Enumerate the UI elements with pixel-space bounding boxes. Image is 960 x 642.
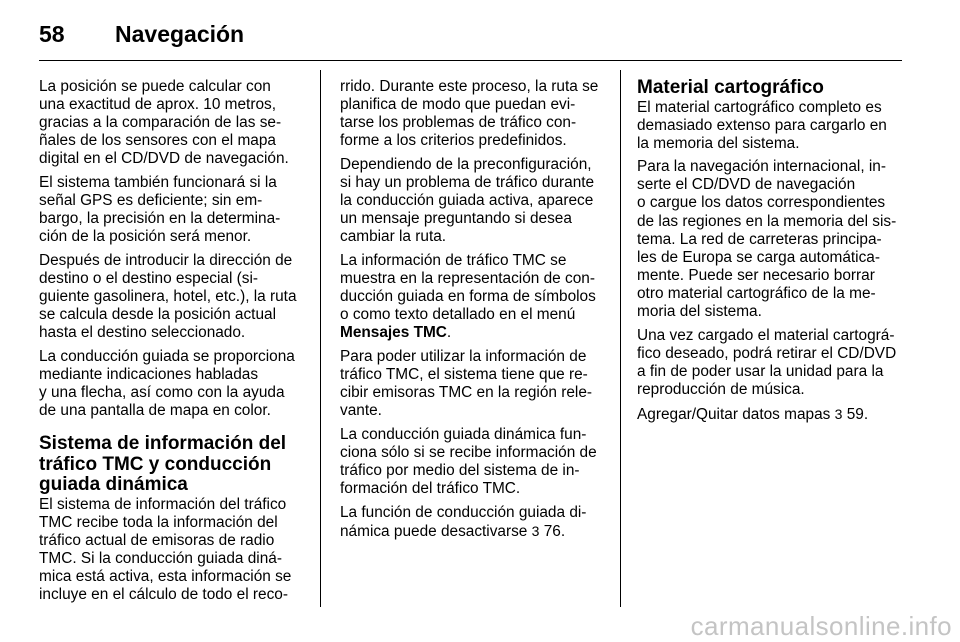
text-line: vante. xyxy=(340,402,382,420)
column-2 xyxy=(340,78,604,546)
text-line: serte el CD/DVD de navegación xyxy=(637,176,856,194)
text: Agregar/Quitar datos mapas xyxy=(637,405,831,423)
text-line: El sistema de información del tráfico xyxy=(39,495,287,513)
paragraph-lines xyxy=(340,504,604,522)
section-title: Navegación xyxy=(115,20,245,47)
text-line: una exactitud de aprox. 10 metros, xyxy=(39,96,276,114)
page-reference: 76. xyxy=(539,522,566,540)
text-line: planifica de modo que puedan evi- xyxy=(340,96,576,114)
paragraph xyxy=(637,158,903,321)
text-line: TMC recibe toda la información del xyxy=(39,513,278,531)
text-line: destino o el destino especial (si- xyxy=(39,269,259,287)
text-line: ción de la posición será menor. xyxy=(39,228,252,246)
text-line: tráfico por medio del sistema de in- xyxy=(340,461,580,479)
text-line: gracias a la comparación de las se- xyxy=(39,114,282,132)
page-reference-icon: 3 xyxy=(834,405,843,422)
text-line: demasiado extenso para cargarlo en xyxy=(637,116,887,134)
heading-line: tráfico TMC y conducción xyxy=(39,453,272,475)
column-3 xyxy=(637,78,903,429)
paragraph xyxy=(39,78,304,168)
text-line: moria del sistema. xyxy=(637,303,762,321)
paragraph xyxy=(39,348,304,420)
text-line: bargo, la precisión en la determina- xyxy=(39,210,281,228)
text-line: La conducción guiada se proporciona xyxy=(39,347,295,365)
text-line: Una vez cargado el material cartográ- xyxy=(637,326,895,344)
text-line: TMC. Si la conducción guiada diná- xyxy=(39,549,282,567)
text-line: forme a los criterios predefinidos. xyxy=(340,132,567,150)
page-number: 58 xyxy=(39,20,65,47)
text-line: señal GPS es deficiente; sin em- xyxy=(39,192,263,210)
text-line: a fin de poder usar la unidad para la xyxy=(637,362,884,380)
paragraph xyxy=(637,99,903,153)
header-rule xyxy=(39,60,902,61)
text-line: rrido. Durante este proceso, la ruta se xyxy=(340,78,599,95)
paragraph xyxy=(340,348,604,420)
text-line: mente. Puede ser necesario borrar xyxy=(637,266,875,284)
paragraph xyxy=(340,252,604,342)
text-line: cibir emisoras TMC en la región rele- xyxy=(340,384,593,401)
text-line: La posición se puede calcular con xyxy=(39,78,271,95)
text-line: y una flecha, así como con la ayuda xyxy=(39,384,285,401)
text-line: mediante indicaciones habladas xyxy=(39,365,259,383)
text-line: mica está activa, esta información se xyxy=(39,568,292,586)
paragraph xyxy=(340,426,604,498)
menu-reference: Mensajes TMC xyxy=(340,324,447,342)
text-line: otro material cartográfico de la me- xyxy=(637,284,876,302)
column-divider xyxy=(620,70,621,607)
text-line: o como texto detallado en el menú xyxy=(340,306,576,324)
text-line: tema. La red de carreteras principa- xyxy=(637,230,882,248)
text-line: tráfico TMC, el sistema tiene que re- xyxy=(340,365,588,383)
paragraph xyxy=(39,496,304,605)
column-1 xyxy=(39,78,304,610)
text-line: si hay un problema de tráfico durante xyxy=(340,173,595,191)
text-line: tráfico actual de emisoras de radio xyxy=(39,531,275,549)
text-line: reproducción de música. xyxy=(637,380,805,398)
text-line: tarse los problemas de tráfico con- xyxy=(340,114,577,132)
heading-line: guiada dinámica xyxy=(39,474,188,496)
section-heading-maps: Material cartográfico xyxy=(637,77,824,98)
text-line: de las regiones en la memoria del sis- xyxy=(637,212,897,230)
text-line: se calcula desde la posición actual xyxy=(39,306,276,324)
text-line: La información de tráfico TMC se xyxy=(340,251,567,269)
heading-line: Sistema de información del xyxy=(39,433,287,455)
text-line: ducción guiada en forma de símbolos xyxy=(340,288,596,306)
text-line: les de Europa se carga automática- xyxy=(637,248,880,266)
page-header xyxy=(39,14,244,54)
paragraph xyxy=(39,252,304,342)
text-line: Dependiendo de la preconfiguración, xyxy=(340,155,592,173)
section-heading-tmc xyxy=(39,434,304,496)
text-line: incluye en el cálculo de todo el reco- xyxy=(39,586,288,604)
text-line: Para la navegación internacional, in- xyxy=(637,158,886,176)
text-line: o cargue los datos correspondientes xyxy=(637,194,886,212)
text-line: muestra en la representación de con- xyxy=(340,269,595,287)
text-line: ciona sólo si se recibe información de xyxy=(340,443,597,461)
text-line: hasta el destino seleccionado. xyxy=(39,324,246,342)
punctuation: . xyxy=(446,324,452,342)
text: námica puede desactivarse xyxy=(340,522,528,540)
page-reference: 59. xyxy=(842,405,869,423)
paragraph xyxy=(39,174,304,246)
text-line: digital en el CD/DVD de navegación. xyxy=(39,150,289,168)
paragraph xyxy=(637,405,903,424)
text-line: El material cartográfico completo es xyxy=(637,98,882,116)
text-line: La función de conducción guiada di- xyxy=(340,503,587,521)
watermark: carmanualsonline.info xyxy=(690,611,952,641)
text-line: un mensaje preguntando si desea xyxy=(340,210,572,228)
column-divider xyxy=(320,70,321,607)
paragraph xyxy=(637,327,903,399)
text-line: ñales de los sensores con el mapa xyxy=(39,132,276,150)
paragraph xyxy=(340,78,604,150)
text-line: Para poder utilizar la información de xyxy=(340,347,587,365)
text-line: fico deseado, podrá retirar el CD/DVD xyxy=(637,344,897,362)
text-line: la memoria del sistema. xyxy=(637,134,800,152)
text-line: Después de introducir la dirección de xyxy=(39,251,293,269)
paragraph xyxy=(340,504,604,541)
text-line: La conducción guiada dinámica fun- xyxy=(340,425,587,443)
text-line: de una pantalla de mapa en color. xyxy=(39,402,271,420)
text-line: la conducción guiada activa, aparece xyxy=(340,192,594,210)
text-line: cambiar la ruta. xyxy=(340,228,447,246)
page-reference-icon: 3 xyxy=(531,522,540,539)
text-line: El sistema también funcionará si la xyxy=(39,173,277,191)
paragraph-lines xyxy=(340,252,604,324)
paragraph xyxy=(340,156,604,246)
text-line: formación del tráfico TMC. xyxy=(340,479,521,497)
text-line: guiente gasolinera, hotel, etc.), la ruta xyxy=(39,288,297,306)
